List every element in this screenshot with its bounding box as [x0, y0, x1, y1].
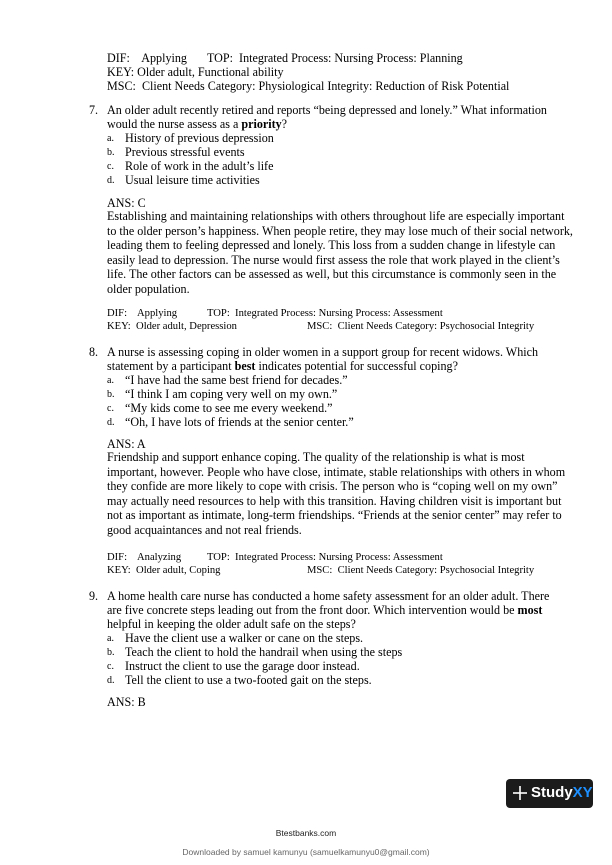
- q8-key: KEY: Older adult, Coping: [107, 565, 221, 576]
- q7-answer: ANS: C: [107, 196, 146, 210]
- q9-number: 9.: [89, 589, 99, 603]
- q7-msc: MSC: Client Needs Category: Psychosocial Integrity: [307, 321, 535, 332]
- q7-rationale: Establishing and maintaining relationships with others throughout life are especially important to the older person’s happiness. When people retire, they may lose much of their social network, leading them to feeling depressed and lonely. This loss from a sudden change in lifestyle can easily lead to depression. The nurse would first assess the role that work played in the client’s life. The other factors can be assessed as well, but this circumstance is commonly seen in the older population.: [107, 209, 573, 296]
- q9-stem-line1: A home health care nurse has conducted a home safety assessment for an older adult. There: [107, 589, 550, 603]
- footer-site: Btestbanks.com: [275, 828, 337, 838]
- q8-option-letter: b.: [107, 389, 115, 400]
- q7-option-letter: b.: [107, 147, 115, 158]
- q9-option-d: Tell the client to use a two-footed gait on the steps.: [125, 673, 372, 687]
- studyxy-logo[interactable]: [506, 779, 593, 808]
- q7-option-letter: d.: [107, 175, 115, 186]
- plus-sparkle-icon: [513, 786, 527, 800]
- q9-answer: ANS: B: [107, 695, 146, 709]
- q6-key: KEY: Older adult, Functional ability: [107, 65, 284, 79]
- q6-msc: MSC: Client Needs Category: Physiological Integrity: Reduction of Risk Potential: [107, 79, 510, 93]
- q9-option-letter: b.: [107, 647, 115, 658]
- q7-number: 7.: [89, 103, 99, 117]
- q8-top: TOP: Integrated Process: Nursing Process: Assessment: [207, 552, 443, 563]
- q9-option-letter: c.: [107, 661, 114, 672]
- q7-option-d: Usual leisure time activities: [125, 173, 260, 187]
- q8-option-letter: c.: [107, 403, 114, 414]
- q7-option-b: Previous stressful events: [125, 145, 245, 159]
- q8-msc: MSC: Client Needs Category: Psychosocial Integrity: [307, 565, 535, 576]
- q8-option-d: “Oh, I have lots of friends at the senior center.”: [125, 415, 354, 429]
- q8-stem-line1: A nurse is assessing coping in older women in a support group for recent widows. Which: [107, 345, 539, 359]
- q9-option-letter: a.: [107, 633, 114, 644]
- q6-top: TOP: Integrated Process: Nursing Process: Planning: [207, 51, 463, 65]
- q9-option-letter: d.: [107, 675, 115, 686]
- q8-answer: ANS: A: [107, 437, 146, 451]
- q7-stem-line2: would the nurse assess as a priority?: [107, 117, 288, 131]
- q7-stem-line1: An older adult recently retired and reports “being depressed and lonely.” What information: [107, 103, 547, 117]
- logo-text: StudyXY: [531, 784, 593, 801]
- q8-option-letter: a.: [107, 375, 114, 386]
- q7-key: KEY: Older adult, Depression: [107, 321, 237, 332]
- q8-option-c: “My kids come to see me every weekend.”: [125, 401, 333, 415]
- q7-dif: DIF: Applying: [107, 308, 178, 319]
- q8-number: 8.: [89, 345, 99, 359]
- q7-option-c: Role of work in the adult’s life: [125, 159, 274, 173]
- q9-option-c: Instruct the client to use the garage door instead.: [125, 659, 360, 673]
- q8-rationale: Friendship and support enhance coping. The quality of the relationship is what is most important, however. People who have close, intimate, stable relationships with others in whom they confide are more likely to cope with crisis. The person who is “coping well on my own” may actually need resources to help with this transition. Having children visit is important but not as important as intimate, long-term friendships. “Friends at the senior center” may refer to good acquaintances and not real friends.: [107, 450, 566, 537]
- q6-dif: DIF: Applying: [107, 51, 187, 65]
- q8-dif: DIF: Analyzing: [107, 552, 182, 563]
- q8-option-letter: d.: [107, 417, 115, 428]
- q7-top: TOP: Integrated Process: Nursing Process: Assessment: [207, 308, 443, 319]
- q9-stem-line2: are five concrete steps leading out from the front door. Which intervention would be most: [107, 603, 543, 617]
- footer-download-note: Downloaded by samuel kamunyu (samuelkamunyu0@gmail.com): [182, 847, 430, 857]
- q9-option-b: Teach the client to hold the handrail when using the steps: [125, 645, 403, 659]
- q7-option-letter: a.: [107, 133, 114, 144]
- q8-option-b: “I think I am coping very well on my own.”: [125, 387, 338, 401]
- q9-stem-line3: helpful in keeping the older adult safe on the steps?: [107, 617, 356, 631]
- q7-option-letter: c.: [107, 161, 114, 172]
- q7-option-a: History of previous depression: [125, 131, 274, 145]
- q8-option-a: “I have had the same best friend for decades.”: [125, 373, 348, 387]
- q8-stem-line2: statement by a participant best indicates potential for successful coping?: [107, 359, 458, 373]
- q9-option-a: Have the client use a walker or cane on the steps.: [125, 631, 364, 645]
